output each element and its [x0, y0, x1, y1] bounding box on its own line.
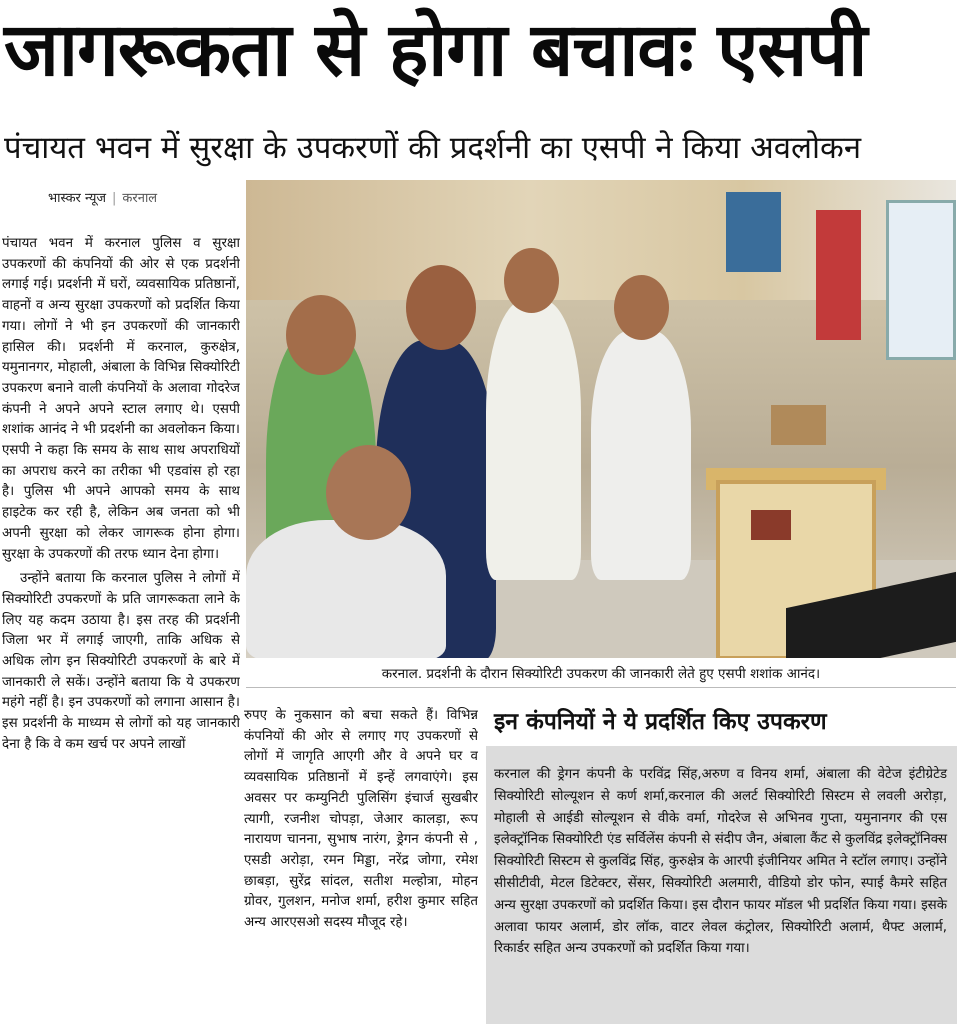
- photo-head: [406, 265, 476, 350]
- article-column-middle: [244, 706, 478, 1024]
- sidebar-box: [486, 700, 957, 1024]
- photo-banner: [816, 210, 861, 340]
- article-column-left: [2, 234, 240, 1024]
- article-paragraph-2: उन्होंने बताया कि करनाल पुलिस ने लोगों में सिक्योरिटी उपकरणों के प्रति जागरूकता लाने के लिए यह कदम उठाया है। इस तरह की प्रदर्शनी जिला भर में लगाई जाएगी, ताकि अधिक से अधिक लोग इन सिक्योरिटी उपकरणों के बारे में जानकारी ले सकें। उन्होंने बताया कि ये उपकरण महंगे नहीं है। इन उपकरणों को लगाना आसान है। इस प्रदर्शनी के माध्यम से लोगों को यह जानकारी देना है कि वे कम खर्च पर अपने लाखों: [2, 571, 240, 752]
- subheadline: पंचायत भवन में सुरक्षा के उपकरणों की प्रदर्शनी का एसपी ने किया अवलोकन: [4, 130, 862, 166]
- article-paragraph-3: रुपए के नुकसान को बचा सकते हैं। विभिन्न कंपनियों की ओर से लगाए गए उपकरणों से लोगों में जागृति आएगी और वे अपने घर व व्यवसायिक प्रतिष्ठानों में इन्हें लगवाएंगे। इस अवसर पर कम्युनिटी पुलिसिंग इंचार्ज सुखबीर त्यागी, रजनीश चोपड़ा, जेआर कालड़ा, रूप नारायण चानना, सुभाष नारंग, ड्रेगन कंपनी से , एसडी अरोड़ा, रमन मिड्डा, नरेंद्र जोगा, रमेश छाबड़ा, सुरेंद्र सांदल, सतीश मल्होत्रा, मोहन ग्रोवर, गुलशन, मनोज शर्मा, हरीश कुमार सहित अन्य आरएसओ सदस्य मौजूद रहे।: [244, 708, 478, 931]
- photo-head: [286, 295, 356, 375]
- photo-head: [614, 275, 669, 340]
- byline-location: करनाल: [122, 191, 158, 206]
- byline-source: भास्कर न्यूज: [48, 191, 107, 206]
- sidebar-body: करनाल की ड्रेगन कंपनी के परविंद्र सिंह,अरुण व विनय शर्मा, अंबाला की वेटेज इंटीग्रेटेड सिक्योरिटी सोल्यूशन से कर्ण शर्मा,करनाल की अलर्ट सिक्योरिटी सिस्टम से लवली अरोड़ा, मोहाली से आईडी सोल्यूशन से वीके वर्मा, गोदरेज से अभिनव गुप्ता, यमुनानगर की एस इलेक्ट्रॉनिक सिक्योरिटी एंड सर्विलेंस कंपनी से संदीप जैन, अंबाला कैंट से कुलविंद्र इलेक्ट्रॉनिक्स सिक्योरिटी सिस्टम से कुलविंद्र सिंह, कुरुक्षेत्र के आरपी इंजीनियर अमित ने स्टॉल लगाए। उन्होंने सीसीटीवी, मेटल डिटेक्टर, सेंसर, सिक्योरिटी अलमारी, वीडियो डोर फोन, स्पाई कैमरे सहित अन्य सुरक्षा उपकरणों को प्रदर्शित किया। इस दौरान फायर मॉडल भी प्रदर्शित किया गया। इसके अलावा फायर अलार्म, डोर लॉक, वाटर लेवल कंट्रोलर, सिक्योरिटी अलार्म, थैफ्ट अलार्म, रिकार्डर सहित अन्य उपकरणों को प्रदर्शित किया गया।: [486, 746, 957, 1024]
- photo-person: [591, 330, 691, 580]
- photo-display-board: [886, 200, 956, 360]
- photo-person: [486, 300, 581, 580]
- article-paragraph-1: पंचायत भवन में करनाल पुलिस व सुरक्षा उपकरणों की कंपनियों की ओर से एक प्रदर्शनी लगाई गई। प्रदर्शनी में घरों, व्यवसायिक प्रतिष्ठानों, वाहनों व अन्य सुरक्षा उपकरणों को प्रदर्शित किया गया। लोगों ने भी इन उपकरणों की जानकारी हासिल की। प्रदर्शनी में करनाल, कुरुक्षेत्र, यमुनानगर, मोहाली, अंबाला के विभिन्न सिक्योरिटी उपकरण बनाने वाली कंपनियों के अलावा गोदरेज कंपनी ने अपने अपने स्टाल लगाए थे। एसपी शशांक आनंद ने भी प्रदर्शनी का अवलोकन किया। एसपी ने कहा कि समय के साथ साथ अपराधियों का अपराध करने का तरीका भी एडवांस हो रहा है। पुलिस भी अपने आपको समय के साथ हाइटेक कर रही है, लेकिन अब जनता को भी अपनी सुरक्षा को लेकर जागरूक होना होगा। सुरक्षा के उपकरणों की तरफ ध्यान देना होगा।: [2, 236, 240, 562]
- headline: जागरूकता से होगा बचावः एसपी: [4, 7, 867, 93]
- sidebar-title: इन कंपनियों ने ये प्रदर्शित किए उपकरण: [494, 709, 827, 735]
- byline: [48, 188, 157, 206]
- byline-separator: |: [112, 191, 117, 206]
- photo-person: [246, 520, 446, 658]
- photo-house-window: [771, 405, 826, 445]
- photo-caption: करनाल. प्रदर्शनी के दौरान सिक्योरिटी उपकरण की जानकारी लेते हुए एसपी शशांक आनंद।: [246, 660, 956, 688]
- photo-head: [504, 248, 559, 313]
- photo-head: [326, 445, 411, 540]
- news-photo: [246, 180, 956, 658]
- photo-poster: [726, 192, 781, 272]
- photo-house-window: [751, 510, 791, 540]
